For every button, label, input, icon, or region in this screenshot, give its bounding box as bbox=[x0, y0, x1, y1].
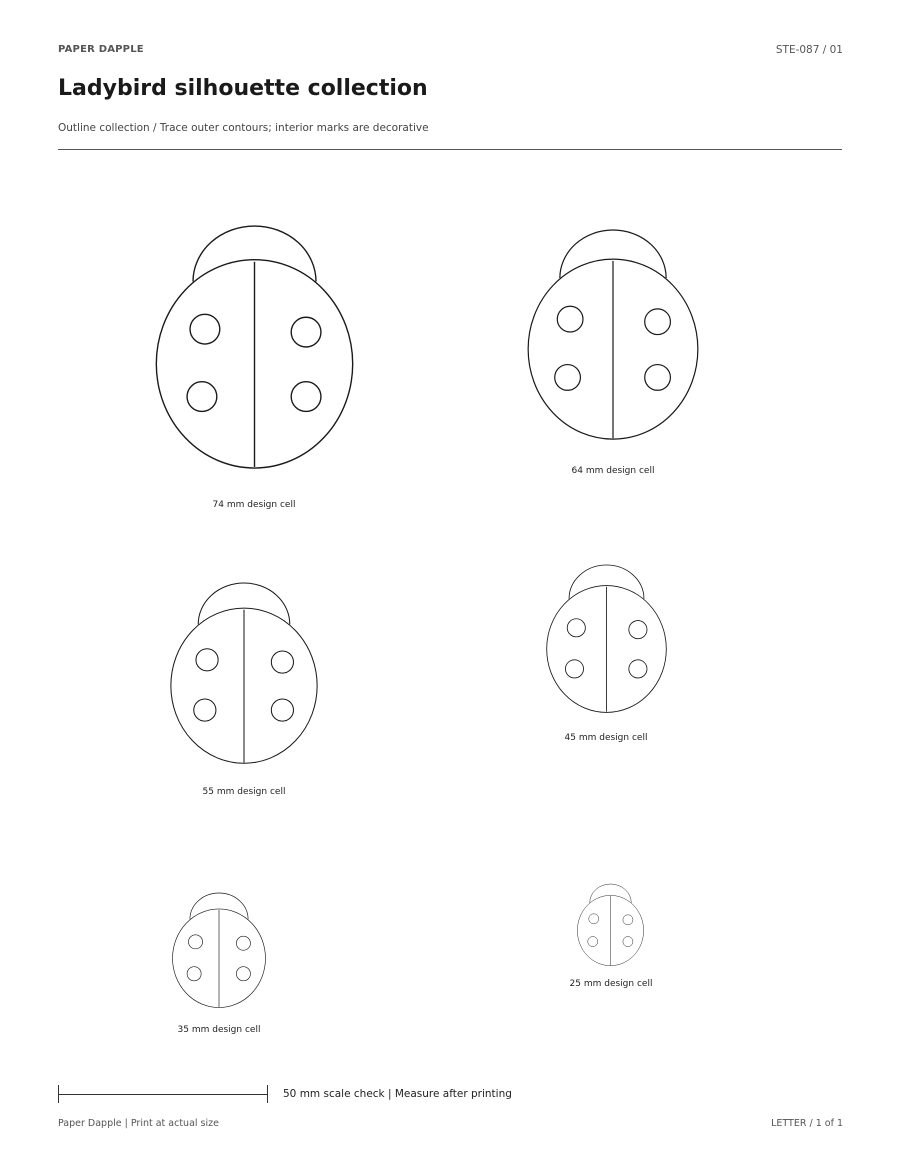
ladybird-outline-55mm bbox=[170, 583, 318, 764]
scale-check-text: 50 mm scale check | Measure after printing bbox=[283, 1088, 512, 1100]
scale-bar-line bbox=[58, 1094, 268, 1095]
ladybird-outline-25mm bbox=[577, 884, 644, 966]
cell-label-55mm: 55 mm design cell bbox=[202, 787, 286, 797]
document-id: STE-087 / 01 bbox=[775, 44, 843, 56]
header-divider bbox=[58, 149, 842, 150]
ladybird-outline-35mm bbox=[172, 893, 266, 1008]
cell-label-64mm: 64 mm design cell bbox=[571, 466, 655, 476]
cell-label-25mm: 25 mm design cell bbox=[569, 979, 653, 989]
scale-check-bar bbox=[58, 1085, 268, 1103]
brand-name: PAPER DAPPLE bbox=[58, 44, 144, 55]
scale-bar-start-tick bbox=[58, 1085, 59, 1103]
footer-note: Paper Dapple | Print at actual size bbox=[58, 1118, 219, 1129]
footer-page-info: LETTER / 1 of 1 bbox=[771, 1118, 843, 1129]
cell-label-74mm: 74 mm design cell bbox=[212, 500, 296, 510]
ladybird-outline-64mm bbox=[527, 230, 699, 440]
ladybird-outline-45mm bbox=[546, 565, 667, 713]
page-title: Ladybird silhouette collection bbox=[58, 76, 428, 101]
scale-bar-end-tick bbox=[267, 1085, 268, 1103]
ladybird-outline-74mm bbox=[155, 226, 354, 469]
cell-label-35mm: 35 mm design cell bbox=[177, 1025, 261, 1035]
page-subtitle: Outline collection / Trace outer contours; interior marks are decorative bbox=[58, 122, 429, 134]
cell-label-45mm: 45 mm design cell bbox=[564, 733, 648, 743]
